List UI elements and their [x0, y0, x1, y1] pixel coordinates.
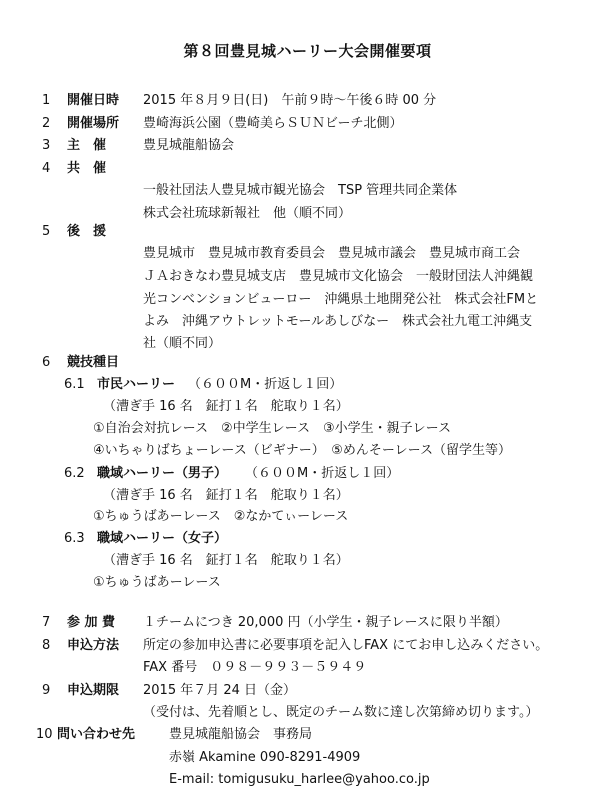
section-7-label: 参 加 費	[67, 615, 116, 630]
section-4-line: 一般社団法人豊見城市観光協会 TSP 管理共同企業体	[143, 183, 458, 198]
section-9-note: （受付は、先着順とし、既定のチーム数に達し次第締め切ります。）	[143, 705, 539, 720]
document-title: 第８回豊見城ハーリー大会開催要項	[183, 42, 432, 60]
section-1-value: 2015 年８月９日(日) 午前９時～午後６時 00 分	[143, 93, 437, 108]
section-5-line: ＪＡおきなわ豊見城支店 豊見城市文化協会 一般財団法人沖縄観	[143, 269, 534, 284]
section-9-value: 2015 年７月 24 日（金）	[143, 683, 297, 698]
subsection-6-1-name: 市民ハーリー	[97, 377, 176, 392]
section-7-value: １チームにつき 20,000 円（小学生・親子レースに限り半額）	[143, 615, 508, 630]
section-9-label: 申込期限	[67, 683, 120, 698]
subsection-6-2-number: 6.2	[64, 466, 85, 481]
section-6-label: 競技種目	[67, 355, 120, 370]
subsection-6-2-name: 職域ハーリー（男子）	[97, 466, 228, 481]
subsection-6-3-number: 6.3	[64, 531, 85, 546]
section-5-line: 社（順不同）	[143, 336, 222, 351]
race-list-line: ④いちゃりばちょーレース（ビギナー） ⑤めんそーレース（留学生等）	[93, 443, 511, 458]
subsection-6-3-name: 職域ハーリー（女子）	[97, 531, 228, 546]
section-2-label: 開催場所	[67, 116, 120, 131]
section-3-label: 主 催	[67, 138, 107, 153]
section-8-label: 申込方法	[67, 638, 120, 653]
section-8-value: 所定の参加申込書に必要事項を記入しFAX にてお申し込みください。	[143, 638, 549, 653]
subsection-6-1-number: 6.1	[64, 377, 85, 392]
section-3-number: 3	[42, 138, 51, 153]
section-5-line: よみ 沖縄アウトレットモールあしびなー 株式会社九電工沖縄支	[143, 314, 533, 329]
section-8-number: 8	[42, 638, 51, 653]
race-list-line: ①自治会対抗レース ②中学生レース ③小学生・親子レース	[93, 421, 452, 436]
section-5-line: 豊見城市 豊見城市教育委員会 豊見城市議会 豊見城市商工会	[143, 246, 521, 261]
fax-number: FAX 番号 ０９８－９９３－５９４９	[143, 660, 367, 675]
section-10-label: 問い合わせ先	[57, 727, 136, 742]
section-9-number: 9	[42, 683, 51, 698]
section-4-label: 共 催	[67, 161, 107, 176]
subsection-6-1-detail: （６００M・折返し１回）	[188, 377, 343, 392]
section-3-value: 豊見城龍船協会	[143, 138, 235, 153]
section-4-line: 株式会社琉球新報社 他（順不同）	[143, 206, 352, 221]
section-2-value: 豊崎海浜公園（豊崎美らＳＵＮビーチ北側）	[143, 116, 403, 131]
contact-email[interactable]: E-mail: tomigusuku_harlee@yahoo.co.jp	[169, 772, 430, 787]
section-5-line: 光コンベンションビューロー 沖縄県土地開発公社 株式会社FMと	[143, 292, 539, 307]
subsection-6-1-crew: （漕ぎ手 16 名 鉦打１名 舵取り１名）	[103, 399, 349, 414]
section-5-label: 後 援	[67, 224, 107, 239]
section-4-number: 4	[42, 161, 51, 176]
subsection-6-2-crew: （漕ぎ手 16 名 鉦打１名 舵取り１名）	[103, 488, 349, 503]
subsection-6-2-detail: （６００M・折返し１回）	[245, 466, 400, 481]
race-list-line: ①ちゅうばあーレース	[93, 575, 221, 590]
subsection-6-3-crew: （漕ぎ手 16 名 鉦打１名 舵取り１名）	[103, 553, 349, 568]
section-1-number: 1	[42, 93, 51, 108]
race-list-line: ①ちゅうばあーレース ②なかてぃーレース	[93, 509, 349, 524]
section-5-number: 5	[42, 224, 51, 239]
section-2-number: 2	[42, 116, 51, 131]
contact-phone: 赤嶺 Akamine 090-8291-4909	[169, 750, 361, 765]
section-7-number: 7	[42, 615, 51, 630]
section-6-number: 6	[42, 355, 51, 370]
section-1-label: 開催日時	[67, 93, 120, 108]
section-10-number: 10	[36, 727, 53, 742]
section-10-value: 豊見城龍船協会 事務局	[169, 727, 313, 742]
